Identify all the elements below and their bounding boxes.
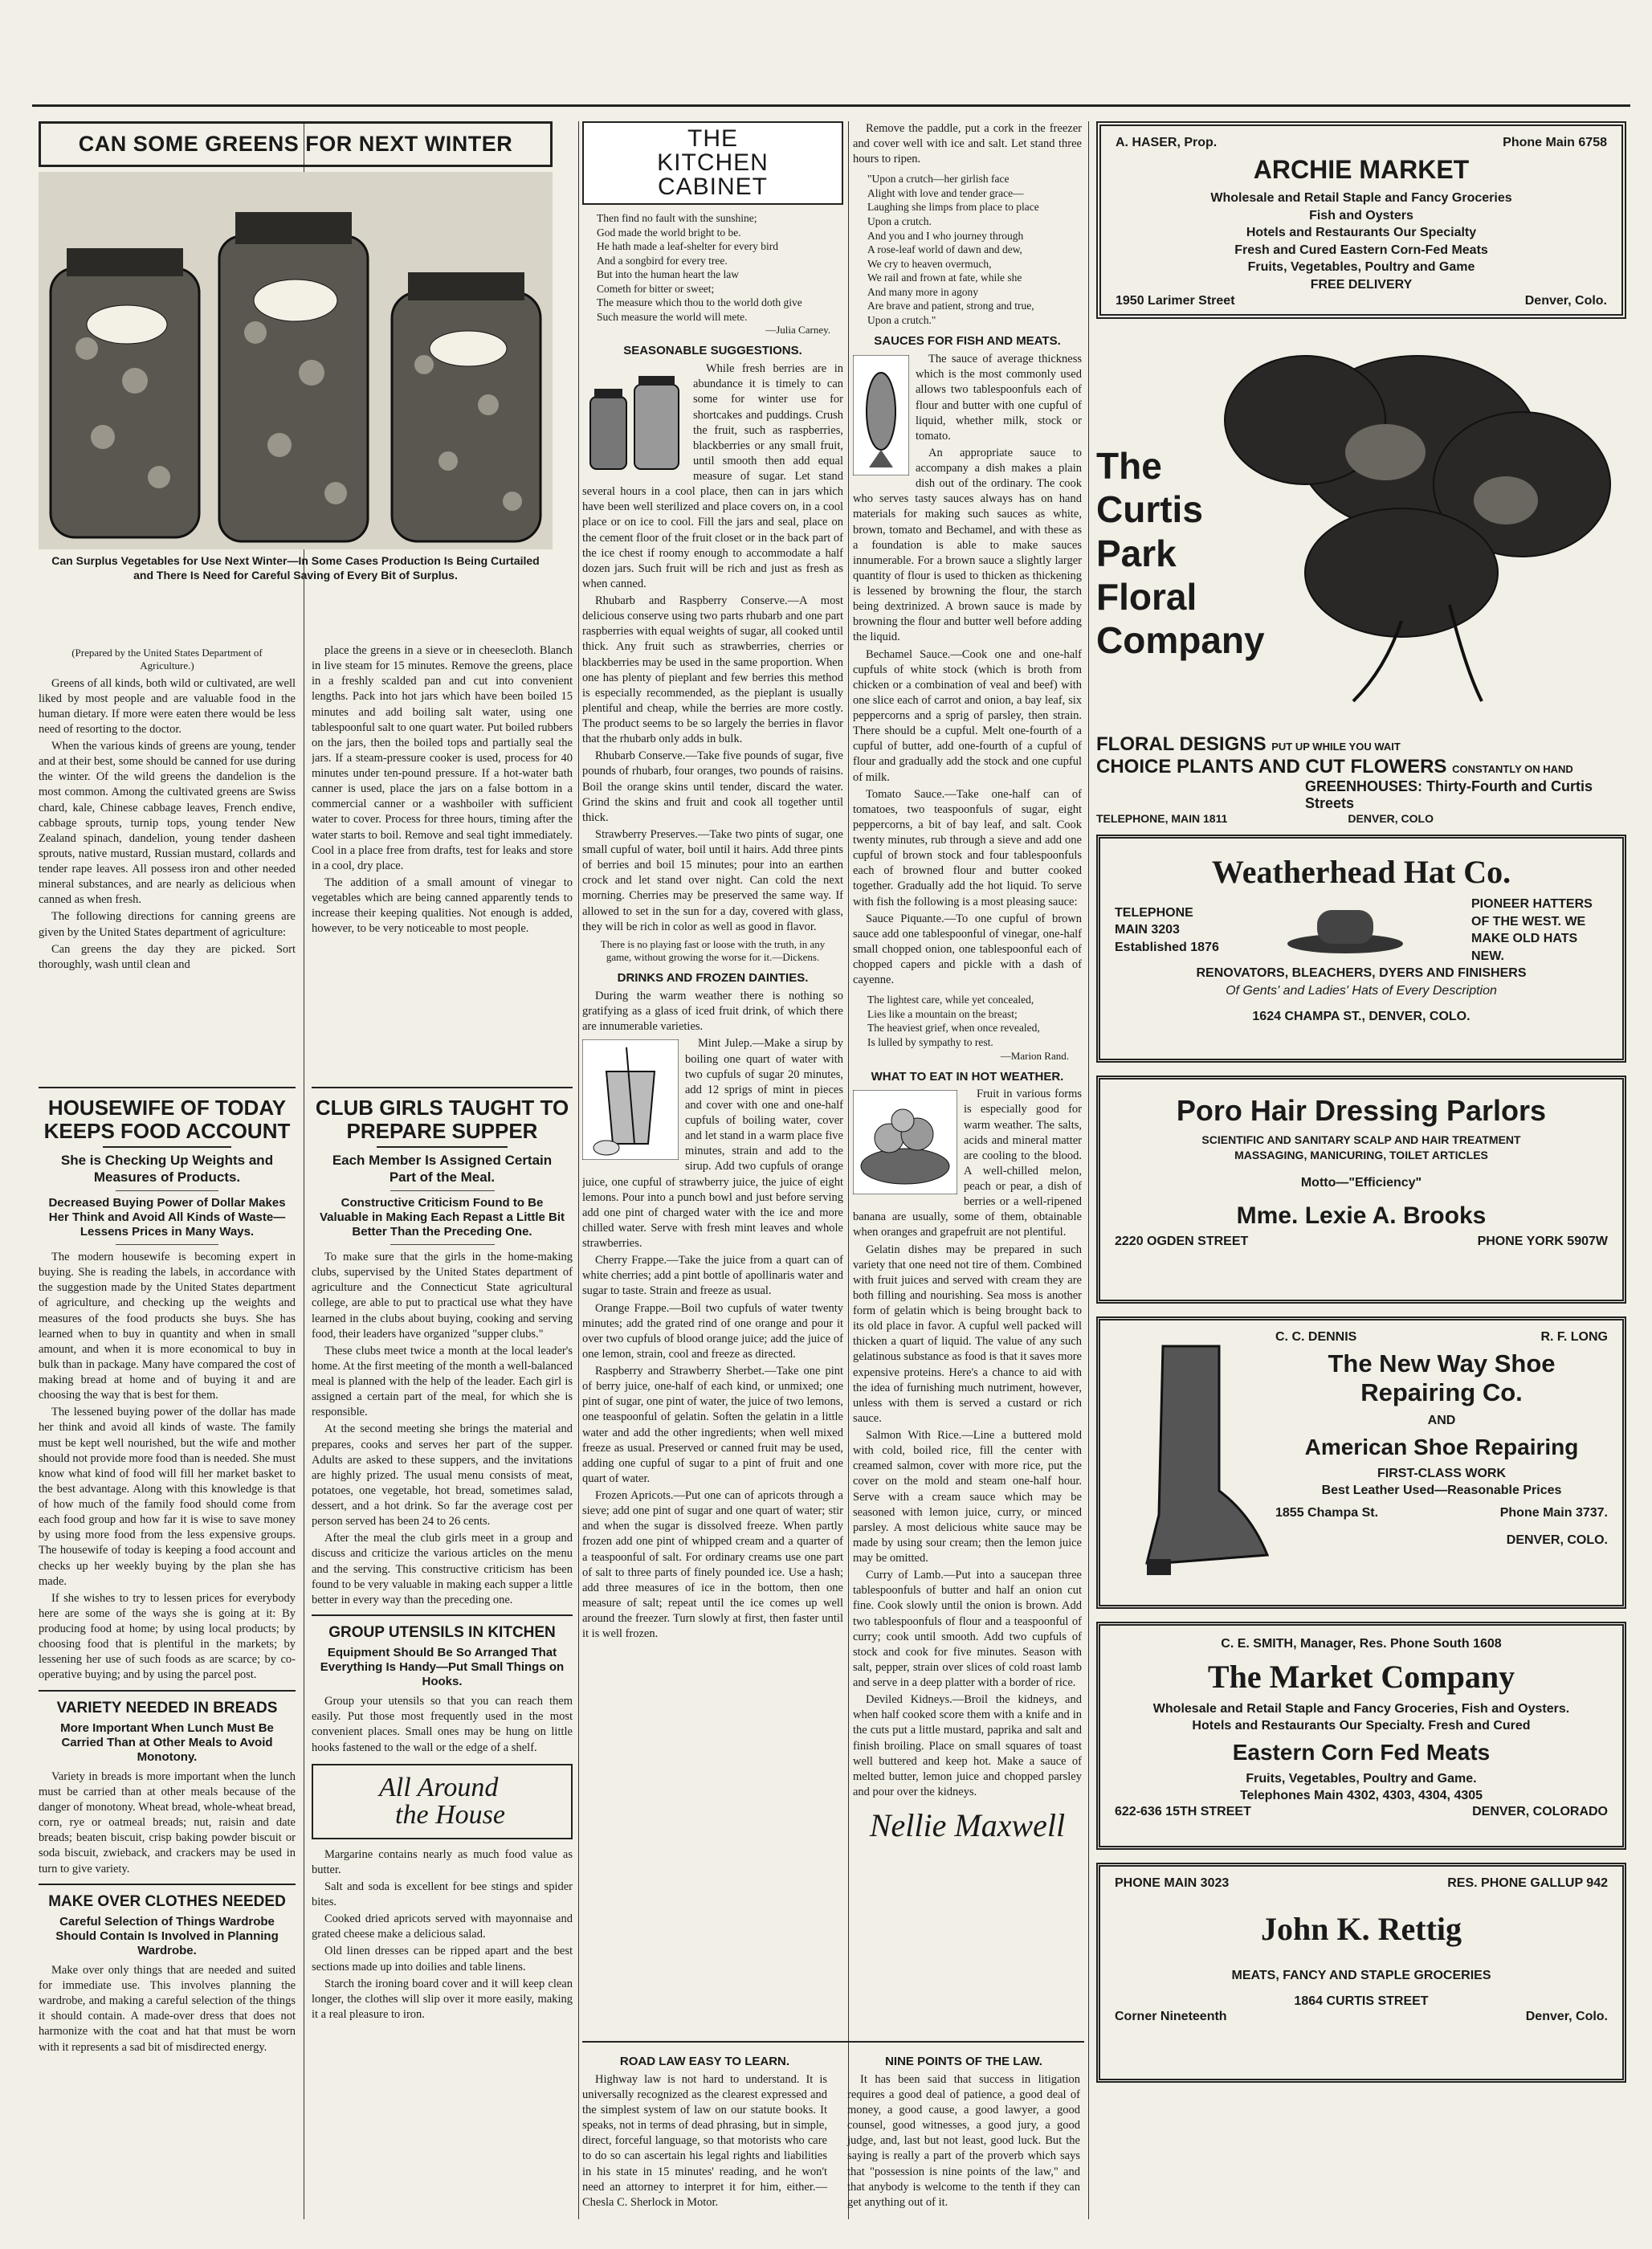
clothes-subhead: Careful Selection of Things Wardrobe Should Contain Is Involved in Planning Wardrobe.	[55, 1914, 279, 1957]
paragraph: Bechamel Sauce.—Cook one and one-half cupfuls of white stock (which is broth from chicken or a combination of veal and beef) with one slice each of carrot and onion, a bay leaf, six peppercorns and a sprig of parsley, then strain. There should be a cupful. Melt one-fourth of a cupful of butter, add one-fourth of a cupful of flour and gradually add the stock and one cupful of milk.	[853, 647, 1082, 784]
all-around-the-house-header	[312, 1764, 573, 1839]
variety-headline: VARIETY NEEDED IN BREADS	[56, 1699, 278, 1716]
newspaper-page	[32, 104, 1630, 2219]
paragraph: Starch the ironing board cover and it will keep clean longer, the clothes will slip over it more easily, making it a real pleasure to iron.	[312, 1977, 573, 2021]
fruit-bowl-illustration	[853, 1090, 957, 1194]
greens-caption: Can Surplus Vegetables for Use Next Winter—In Some Cases Production Is Being Curtailed and There Is Need for Careful Saving of Every Bit of Surplus.	[51, 554, 540, 582]
paragraph: The modern housewife is becoming expert in buying. She is reading the labels, in accordance with the suggestion made by the United States department of agriculture, and checking up the weights and measures of the food products she buys. She has learned when to buy in quantity and when in small amount, and when it is more economical to buy in bulk than in package. Many have compared the cost of making bread at home and of buying it and are choosing the way that is best for them.	[39, 1251, 296, 1402]
signature: Nellie Maxwell	[869, 1807, 1066, 1844]
paragraph: Group your utensils so that you can reach them easily. Put those most frequently used in the most convenient places. Small ones may be hung on little hooks fastened to the wall or the edge of a shelf.	[312, 1695, 573, 1754]
crutch-poem: "Upon a crutch—her girlish face Alight with love and tender grace— Laughing she limps from place to place Upon a crutch. And you and I who journey through A rose-leaf world of dawn and dew, We cry to heaven overmuch, We rail and frown at fate, while she And many more in agony Are brave and patient, strong and true, Upon a crutch."	[867, 173, 1039, 326]
curtis-line1b: PUT UP WHILE YOU WAIT	[1271, 741, 1401, 753]
kitchen-cabinet-column	[582, 121, 843, 2035]
paragraph: It has been said that success in litigation requires a good deal of patience, a good deal of money, a good cause, a good lawyer, a good counsel, good witnesses, a good jury, a good judge, and, last but not least, good luck. But the saying is really a part of the proverb which says that "possession is nine points of the law," and that anybody is welcome to the tenth if they can get anything out of it.	[847, 2072, 1080, 2209]
paragraph: Gelatin dishes may be prepared in such variety that one need not tire of them. Combined with fruit juices and served with cream they are both filling and nourishing. Sea moss is another form of gelatin which is being brought back to its old place in favor. A cupful well packed will thicken a quart of liquid. The value of any such gelatinous substance as food is that it saves more expensive proteins. Here's a chance to aid with the idea of furnishing much nutriment, however, unless with them is served a custard or rich sauce.	[853, 1243, 1082, 1425]
rettig-ad: PHONE MAIN 3023 RES. PHONE GALLUP 942 John K. Rettig MEATS, FANCY AND STAPLE GROCERIES 1864 CURTIS STREET Corner Nineteenth Denver, Colo.	[1096, 1863, 1626, 2083]
paragraph: Old linen dresses can be ripped apart and the best sections made up into doilies and table linens.	[312, 1945, 573, 1973]
poro-hair-ad: Poro Hair Dressing Parlors SCIENTIFIC AND SANITARY SCALP AND HAIR TREATMENT MASSAGING, MANICURING, TOILET ARTICLES Motto—"Efficiency" Mme. Lexie A. Brooks 2220 OGDEN STREET PHONE YORK 5907W	[1096, 1076, 1626, 1304]
shoe-illustration	[1115, 1330, 1275, 1587]
advertisements-column	[1096, 121, 1626, 2219]
paragraph: Tomato Sauce.—Take one-half can of tomatoes, two teaspoonfuls of sugar, eight peppercorns, a bit of bay leaf, and salt. Cook twenty minutes, rub through a sieve and add one cupful of brown stock and four tablespoonfuls each of browned flour and butter cooked together. Gradually add the hot liquid. To serve with fish the following is a most pleasing sauce:	[853, 787, 1082, 908]
paragraph: These clubs meet twice a month at the local leader's home. At the first meeting of the month a well-balanced meal is planned with the help of the leader. Each girl is assigned a certain part of the meal, for which she is responsible.	[312, 1344, 573, 1419]
paragraph: The sauce of average thickness which is the most commonly used allows two tablespoonfuls each of flour and butter with one cupful of liquid, whether milk, stock or tomato.	[916, 353, 1082, 443]
housewife-deck: Decreased Buying Power of Dollar Makes Her Think and Avoid All Kinds of Waste—Lessens Prices in Many Ways.	[48, 1196, 286, 1239]
paragraph: Can greens the day they are picked. Sort thoroughly, wash until clean and	[39, 942, 296, 971]
archie-prop: A. HASER, Prop.	[1116, 136, 1218, 149]
greens-credit: (Prepared by the United States Department of Agriculture.)	[71, 647, 263, 672]
paragraph: The addition of a small amount of vinegar to vegetables which are being canned apparently tends to increase their keeping qualities. Not enough is added, however, to be very noticeable to most people.	[312, 876, 573, 936]
kc-title-3: CABINET	[657, 173, 769, 200]
paragraph: Cherry Frappe.—Take the juice from a quart can of white cherries; add a pint bottle of apollinaris water and sugar to taste. Strain and freeze as usual.	[582, 1254, 843, 1298]
paragraph: Curry of Lamb.—Put into a saucepan three tablespoonfuls of butter and half an onion cut fine. Cook slowly until the onion is brown. Add two tablespoonfuls of flour and a teaspoonful of curry; cook until smooth. Add two cupfuls of stock and cook for five minutes. Season with salt, pepper, strain over slices of cold roast lamb and serve in a deep platter with a border of rice.	[853, 1569, 1082, 1690]
fruit-jars-illustration	[582, 365, 687, 477]
paragraph: After the meal the club girls meet in a group and discuss and criticize the various articles on the menu and the serving. This constructive criticism has been found to be very valuable in making each supper a little better in every way than the preceding one.	[312, 1532, 573, 1606]
paragraph: During the warm weather there is nothing so gratifying as a glass of iced fruit drink, of which there are innumerable varieties.	[582, 990, 843, 1034]
curtis-park-floral-ad: The Curtis Park Floral Company FLORAL DESIGNS PUT UP WHILE YOU WAIT CHOICE PLANTS AND CUT FLOWERS CONSTANTLY ON HAND GREENHOUSES: Thirty-Fourth and Curtis Streets TELEPHONE, MAIN 1811 DENVER, COLO	[1096, 332, 1626, 822]
seasonable-headline: SEASONABLE SUGGESTIONS.	[623, 344, 802, 358]
paragraph: The lessened buying power of the dollar has made her think and avoid all kinds of waste. The family must be kept well nourished, but the wife and mother should not provide more food than is needed. She must know what kind of food will fill her market basket to the best advantage. Along with this knowledge is that of how much of the family food should come from each food group and how far it is wise to save money by using more food from the less expensive groups. The housewife of today is keeping a food account and checks up her weekly buying by the plan she has made.	[39, 1406, 296, 1588]
paragraph: Orange Frappe.—Boil two cupfuls of water twenty minutes; add the grated rind of one orange and pour it over two cupfuls of blood orange juice; add the juice of one lemon, strain, cool and freeze as directed.	[582, 1301, 843, 1361]
rettig-name: John K. Rettig	[1261, 1911, 1462, 1947]
paragraph: place the greens in a sieve or in cheesecloth. Blanch in live steam for 15 minutes. Remove the greens, place in a freshly scalded pan and cut into convenient lengths. Pack into hot jars which have been boiled 15 minutes and add boiling salt water, using one tablespoonful salt to one quart water. Put boiled rubbers on the jars, then the boiled tops and partially seal the jars. If a steam-pressure cooker is used, process for 40 minutes under ten-pound pressure. If a hot-water bath canner is used, place the jars on a false bottom in a commercial canner or a washboiler with sufficient water to cover. Process for three hours, timing after the water starts to boil. Remove and seal tight immediately. Cool in a place free from drafts, test for leaks and store in a cool, dry place.	[312, 644, 573, 872]
paragraph: Frozen Apricots.—Put one can of apricots through a sieve; add one pint of sugar and one quart of water; stir and when the sugar is dissolved freeze. When partly frozen add one pint of whipped cream and a quarter of a teaspoonful of salt. For ordinary creams use one part of salt to three parts of finely pounded ice. Use a hash; add three measures of ice in the bottom, then one measure of salt; repeat until the ice comes up well around the freezer. Turn slowly at first, then faster until it is well frozen.	[582, 1489, 843, 1641]
all-around-title-2: the House	[395, 1799, 505, 1830]
hat-illustration	[1285, 902, 1405, 958]
market-company-ad: C. E. SMITH, Manager, Res. Phone South 1608 The Market Company Wholesale and Retail Staple and Fancy Groceries, Fish and Oysters. Hotels and Restaurants Our Specialty. Fresh and Cured Eastern Corn Fed Meats Fruits, Vegetables, Poultry and Game. Telephones Main 4302, 4303, 4304, 4305 622-636 15TH STREET DENVER, COLORADO	[1096, 1622, 1626, 1850]
paragraph: Mint Julep.—Make a sirup by boiling one quart of water with two cupfuls of sugar 20 minutes, add 12 sprigs of mint in pieces and cover with one and one-half cupfuls of boiling water, cover and let stand in a warm place five minutes, strain and add to the sirup. Add two cupfuls of orange juice, one cupful of strawberry juice, the juice of eight lemons. Pour into a punch bowl and just before serving add one pint of charged water with the ice and more chilled water. Serve with fresh mint leaves and whole strawberries.	[582, 1037, 843, 1251]
curtis-line2b: CONSTANTLY ON HAND	[1452, 763, 1573, 775]
utensils-headline: GROUP UTENSILS IN KITCHEN	[328, 1623, 556, 1641]
archie-address: 1950 Larimer Street	[1116, 293, 1235, 308]
greens-body-right	[312, 643, 573, 1093]
poem2-credit: —Marion Rand.	[1000, 1049, 1069, 1062]
weatherhead-hat-ad: Weatherhead Hat Co. TELEPHONE MAIN 3203 Established 1876 PIONEER HATTERS OF THE WEST. WE MAKE OLD HATS NEW. RENOVATORS, BLEACHERS, DYERS AND FINISHERS Of Gents' and Ladies' Hats of Every Description 1624 CHAMPA ST., DENVER, COLO.	[1096, 835, 1626, 1063]
nine-points-headline: NINE POINTS OF THE LAW.	[885, 2055, 1042, 2068]
archie-market-ad: A. HASER, Prop. Phone Main 6758 ARCHIE MARKET Wholesale and Retail Staple and Fancy Groceries Fish and Oysters Hotels and Restaurants Our Specialty Fresh and Cured Eastern Corn-Fed Meats Fruits, Vegetables, Poultry and Game FREE DELIVERY 1950 Larimer Street Denver, Colo.	[1096, 121, 1626, 319]
greens-body-left	[39, 643, 296, 1093]
paragraph: Salt and soda is excellent for bee stings and spider bites.	[312, 1880, 573, 1909]
column-2-lower	[312, 1080, 573, 2219]
housewife-headline: HOUSEWIFE OF TODAY KEEPS FOOD ACCOUNT	[43, 1096, 291, 1144]
american-shoe-name: American Shoe Repairing	[1304, 1434, 1579, 1459]
hot-weather-headline: WHAT TO EAT IN HOT WEATHER.	[871, 1069, 1064, 1084]
paragraph: Variety in breads is more important when the lunch must be carried than at other meals because of the danger of monotony. Wheat bread, whole-wheat bread, corn, rye or oatmeal breads; nut, raisin and date breads; beaten biscuit, crisp baking powder biscuit or soda biscuit, zwieback, and crackers may be used in turn to give variety.	[39, 1769, 296, 1876]
paragraph: Remove the paddle, put a cork in the freezer and cover well with ice and salt. Let stand three hours to ripen.	[853, 122, 1082, 166]
paragraph: Greens of all kinds, both wild or cultivated, are well liked by most people and are valuable food in the human dietary. If more were eaten there would be less need of resorting to the doctor.	[39, 676, 296, 736]
paragraph: When the various kinds of greens are young, tender and at their best, some should be canned for use during the winter. Of the wild greens the dandelion is the most common. Among the cultivated greens are Swiss chard, kale, Chinese cabbage leaves, French endive, cabbage sprouts, turnip tops, young tender New Zealand spinach, dandelion, young tender dasheen sprouts, native mustard, Russian mustard, collards and tender rape leaves. All possess iron and other needed mineral substances, and are nearly as delicious when canned as when fresh.	[39, 740, 296, 907]
paragraph: Sauce Piquante.—To one cupful of brown sauce add one tablespoonful of vinegar, one-half small chopped onion, one tablespoonful each of chopped capers and pickle with a dash of cayenne.	[853, 912, 1082, 987]
curtis-line2: CHOICE PLANTS AND CUT FLOWERS	[1096, 756, 1447, 778]
kc-poem-credit: —Julia Carney.	[765, 324, 830, 337]
paragraph: To make sure that the girls in the home-making clubs, supervised by the United States department of agriculture and the Connecticut State agricultural college, are able to put to practical use what they have learned in the clubs about buying, cooking and serving food, their leaders have organized "supper clubs."	[312, 1251, 573, 1341]
paragraph: Rhubarb and Raspberry Conserve.—A most delicious conserve using two parts rhubarb and one part raspberries with equal weights of sugar, all cooked until thick. Any fruit such as strawberries, cherries or blackberries may be used in the same proportion. When one has plenty of pieplant and few berries this method is especially recommended, as the pieplant is usually plentiful and cheap, while the berries are more costly. The product seems to be so largely the berries in flavor that the rhubarb only adds in bulk.	[582, 594, 843, 746]
poro-name: Poro Hair Dressing Parlors	[1176, 1094, 1547, 1127]
paragraph: Make over only things that are needed and suited for immediate use. This involves planning the wardrobe, and making a careful selection of the things it should contain. A made-over dress that does not harmonize with the coat and hat that must be worn with it represents a sad bit of misdirected energy.	[39, 1963, 296, 2054]
paragraph: If she wishes to try to lessen prices for everybody here are some of the ways she is going at it: By producing food at home; by using local products; by choosing food that is plentiful in the markets; by lessening her use of such foods as are scarce; by co-operative buying; and by using the parcel post.	[39, 1591, 296, 1682]
kitchen-cabinet-header	[582, 121, 843, 205]
paragraph: At the second meeting she brings the material and prepares, cooks and serves her part of the supper. Adults are asked to these suppers, and the invitations are highly prized. The usual menu consists of meat, potatoes, one vegetable, hot bread, sometimes salad, dessert, and a hot drink. So far the average cost per person served has been 24 to 26 cents.	[312, 1422, 573, 1529]
dickens-quote: There is no playing fast or loose with the truth, in any game, without growing the worse for it.—Dickens.	[600, 937, 826, 964]
kc-title-2: KITCHEN	[657, 149, 769, 176]
paragraph: Raspberry and Strawberry Sherbet.—Take one pint of berry juice, one-half of each kind, or unmixed; one pint of sugar, one pint of water, the juice of two lemons, one teaspoonful of gelatin. Soften the gelatin in a little water and add the other ingredients; when well mixed freeze as usual. Preserved or canned fruit may be used, adding one cupful of sugar to a pint of fruit and one quart of water.	[582, 1365, 843, 1485]
paragraph: An appropriate sauce to accompany a dish makes a plain dish out of the ordinary. The cook who serves tasty sauces always has on hand materials for making such sauces as white, brown, tomato and Bechamel, and with these as a foundation is able to make sauces innumerable. For a brown sauce a slightly larger quantity of flour is used to thicken as thickening is lessened by browning the flour, the starch being dextrinized. A brown sauce is made by browning the flour and butter well before adding the liquid.	[853, 446, 1082, 644]
paragraph: Margarine contains nearly as much food value as butter.	[312, 1847, 573, 1876]
club-headline: CLUB GIRLS TAUGHT TO PREPARE SUPPER	[315, 1096, 569, 1144]
column-rule	[1088, 121, 1089, 2219]
archie-phone: Phone Main 6758	[1503, 136, 1607, 149]
road-law-headline: ROAD LAW EASY TO LEARN.	[619, 2055, 790, 2068]
kc-title-1: THE	[687, 125, 738, 152]
column-rule	[578, 121, 579, 2219]
club-subhead: Each Member Is Assigned Certain Part of the Meal.	[332, 1153, 553, 1185]
drinks-headline: DRINKS AND FROZEN DAINTIES.	[617, 971, 809, 986]
column-1-lower	[39, 1080, 296, 2219]
curtis-line3: GREENHOUSES: Thirty-Fourth and Curtis Streets	[1305, 778, 1593, 811]
lightest-care-poem: The lightest care, while yet concealed, Lies like a mountain on the breast; The heaviest grief, when once revealed, Is lulled by sympathy to rest.	[867, 994, 1040, 1048]
paragraph: Cooked dried apricots served with mayonnaise and grated cheese make a delicious salad.	[312, 1912, 573, 1941]
paragraph: Fruit in various forms is especially good for warm weather. The salts, acids and mineral matter are cooling to the blood. A well-chilled melon, peach or pear, a dish of berries or a well-ripened banana are usually, some of them, obtainable when oranges and grapefruit are not plentiful.	[853, 1088, 1082, 1239]
sauces-headline: SAUCES FOR FISH AND MEATS.	[874, 334, 1061, 349]
greens-headline: CAN SOME GREENS FOR NEXT WINTER	[39, 121, 553, 167]
canning-jars-photo	[39, 172, 553, 549]
club-deck: Constructive Criticism Found to Be Valuable in Making Each Repast a Little Bit Better Than the Preceding One.	[319, 1196, 565, 1239]
archie-name: ARCHIE MARKET	[1253, 155, 1470, 184]
drink-glass-illustration	[582, 1039, 679, 1160]
poro-owner: Mme. Lexie A. Brooks	[1236, 1202, 1487, 1230]
column-rule	[848, 121, 849, 2219]
new-way-shoe-ad: C. C. DENNIS R. F. LONG The New Way Shoe Repairing Co. AND American Shoe Repairing FIRST-CLASS WORK Best Leather Used—Reasonable Prices 1855 Champa St. Phone Main 3737. DENVER, COLO.	[1096, 1316, 1626, 1609]
weatherhead-name: Weatherhead Hat Co.	[1211, 854, 1511, 890]
curtis-line1: FLORAL DESIGNS	[1096, 733, 1267, 755]
paragraph: Deviled Kidneys.—Broil the kidneys, and when half cooked score them with a knife and in the cuts put a little mustard, paprika and salt and finish broiling. Place on small squares of toast well buttered and keep hot. Make a sauce of melted butter, lemon juice and chopped parsley and pour over the kidneys.	[853, 1693, 1082, 1798]
paragraph: The following directions for canning greens are given by the United States department of agriculture:	[39, 910, 296, 939]
curtis-name: The Curtis Park Floral Company	[1096, 445, 1265, 662]
archie-city: Denver, Colo.	[1524, 293, 1607, 308]
paragraph: Highway law is not hard to understand. It is universally recognized as the clearest expressed and the simplest system of law on our statute books. It speaks, not in terms of dead phrasing, but in simple, direct, forceful language, so that motorists who care to do so can ascertain his legal rights and liabilities in his state in 15 minutes' reading, and he won't need an attorney to interpret it for him, either.—Chesla C. Sherlock in Motor.	[582, 2072, 827, 2209]
kc-poem: Then find no fault with the sunshine; God made the world bright to be. He hath made a leaf-shelter for every bird And a songbird for every tree. But into the human heart the law Cometh for bitter or sweet; The measure which thou to the world doth give Such measure the world will mete.	[597, 212, 802, 323]
bottom-law-articles	[582, 2041, 1084, 2219]
all-around-title-1: All Around	[379, 1772, 499, 1802]
market-name: The Market Company	[1207, 1658, 1515, 1695]
paragraph: While fresh berries are in abundance it is timely to can some for winter use for shortcakes and puddings. Crush the fruit, such as raspberries, blackberries or any small fruit, until smooth then add equal measure of sugar. Let stand several hours in a cool place, then can in jars which have been well sterilized and place covers on, in a cool place or on ice to cool. Fill the jars and seal, place on the cement floor of the fruit closet or in the back part of the ice chest if roomy enough to accommodate a half dozen jars. Such fruit will be rich and just as fresh as when canned.	[582, 362, 843, 590]
clothes-headline: MAKE OVER CLOTHES NEEDED	[48, 1892, 286, 1910]
variety-subhead: More Important When Lunch Must Be Carried Than at Other Meals to Avoid Monotony.	[60, 1720, 274, 1764]
fish-illustration	[853, 355, 909, 476]
utensils-subhead: Equipment Should Be So Arranged That Everything Is Handy—Put Small Things on Hooks.	[320, 1646, 565, 1689]
paragraph: Salmon With Rice.—Line a buttered mold with cold, boiled rice, fill the center with creamed salmon, cover with more rice, put the cover on the mold and steam one-half hour. Serve with a cream sauce which may be seasoned with lemon juice, curry, or minced parsley. A most delicious white sauce may be made by using sour cream; then the lemon juice may be omitted.	[853, 1429, 1082, 1565]
paragraph: Rhubarb Conserve.—Take five pounds of sugar, five pounds of rhubarb, four oranges, two pounds of raisins. Boil the orange skins until tender, discard the water. Grind the skins and fruit and cook all together until thick.	[582, 749, 843, 824]
column-4	[853, 121, 1082, 2035]
newway-name: The New Way Shoe Repairing Co.	[1328, 1349, 1556, 1406]
paragraph: Strawberry Preserves.—Take two pints of sugar, one small cupful of water, boil until it hairs. Add three pints of berries and boil 15 minutes; pour into an earthen crock and let stand over night. Can cold the next morning. Cherries may be preserved the same way. If allowed to set in the sun for a day, covered with glass, they will be rich in color as well as good in flavor.	[582, 827, 843, 933]
housewife-subhead: She is Checking Up Weights and Measures of Products.	[60, 1153, 274, 1185]
